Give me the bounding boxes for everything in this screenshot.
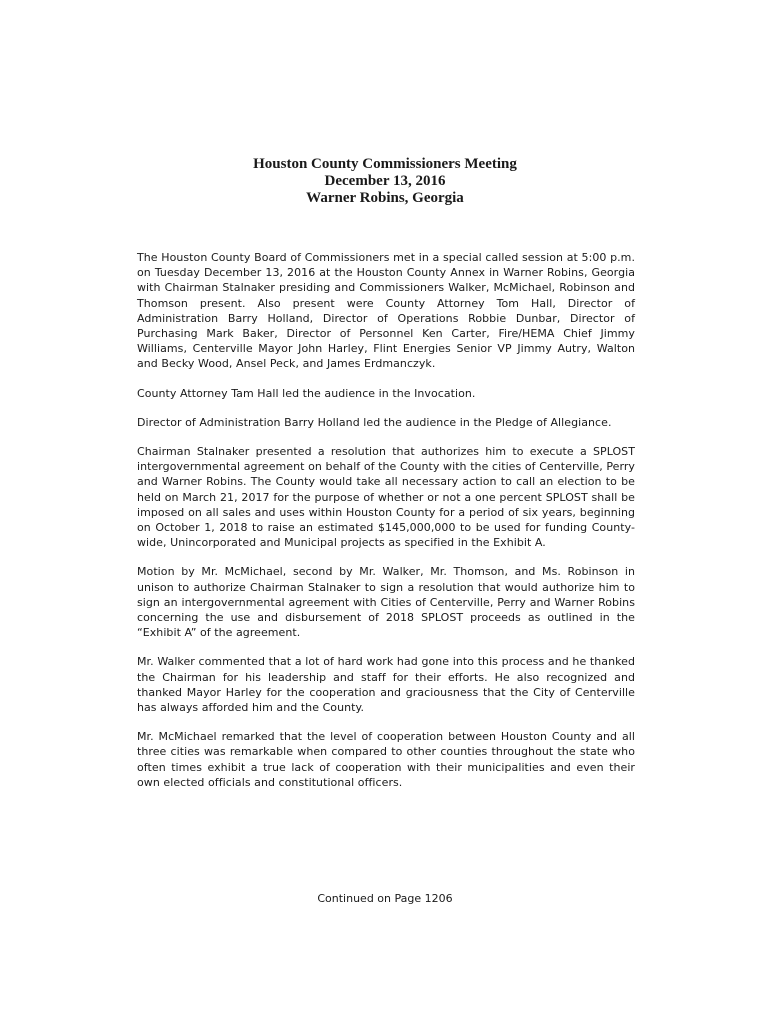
meeting-title: Houston County Commissioners Meeting [253,156,517,172]
meeting-date: December 13, 2016 [324,173,446,189]
paragraph-motion: Motion by Mr. McMichael, second by Mr. Walker, Mr. Thomson, and Ms. Robinson in unison to authorize Chairman Stalnaker to sign a resolution that would authorize him to sign an intergovernmental agreement with Cities of Centerville, Perry and Warner Robins concerning the use and disbursement of 2018 SPLOST proceeds as outlined in the “Exhibit A” of the agreement. [137,565,635,640]
meeting-header [100,156,670,207]
continued-footer: Continued on Page 1206 [317,892,453,905]
paragraph-attendance: The Houston County Board of Commissioners met in a special called session at 5:00 p.m. on Tuesday December 13, 2016 at the Houston County Annex in Warner Robins, Georgia with Chairman Stalnaker presiding and Commissioners Walker, McMichael, Robinson and Thomson present. Also present were County Attorney Tom Hall, Director of Administration Barry Holland, Director of Operations Robbie Dunbar, Director of Purchasing Mark Baker, Director of Personnel Ken Carter, Fire/HEMA Chief Jimmy Williams, Centerville Mayor John Harley, Flint Energies Senior VP Jimmy Autry, Walton and Becky Wood, Ansel Peck, and James Erdmanczyk. [137,251,635,371]
paragraph-splost-resolution: Chairman Stalnaker presented a resolution that authorizes him to execute a SPLOST intergovernmental agreement on behalf of the County with the cities of Centerville, Perry and Warner Robins. The County would take all necessary action to call an election to be held on March 21, 2017 for the purpose of whether or not a one percent SPLOST shall be imposed on all sales and uses within Houston County for a period of six years, beginning on October 1, 2018 to raise an estimated $145,000,000 to be used for funding County-wide, Unincorporated and Municipal projects as specified in the Exhibit A. [137,445,635,550]
paragraph-invocation: County Attorney Tam Hall led the audience in the Invocation. [137,386,476,400]
paragraph-pledge: Director of Administration Barry Holland led the audience in the Pledge of Allegiance. [137,415,612,429]
paragraph-walker-comment: Mr. Walker commented that a lot of hard work had gone into this process and he thanked the Chairman for his leadership and staff for their efforts. He also recognized and thanked Mayor Harley for the cooperation and graciousness that the City of Centerville has always afforded him and the County. [137,655,635,715]
paragraph-mcmichael-remark: Mr. McMichael remarked that the level of cooperation between Houston County and all three cities was remarkable when compared to other counties throughout the state who often times exhibit a true lack of cooperation with their municipalities and even their own elected officials and constitutional officers. [137,730,635,789]
meeting-location: Warner Robins, Georgia [306,190,464,206]
minutes-body [137,250,635,804]
